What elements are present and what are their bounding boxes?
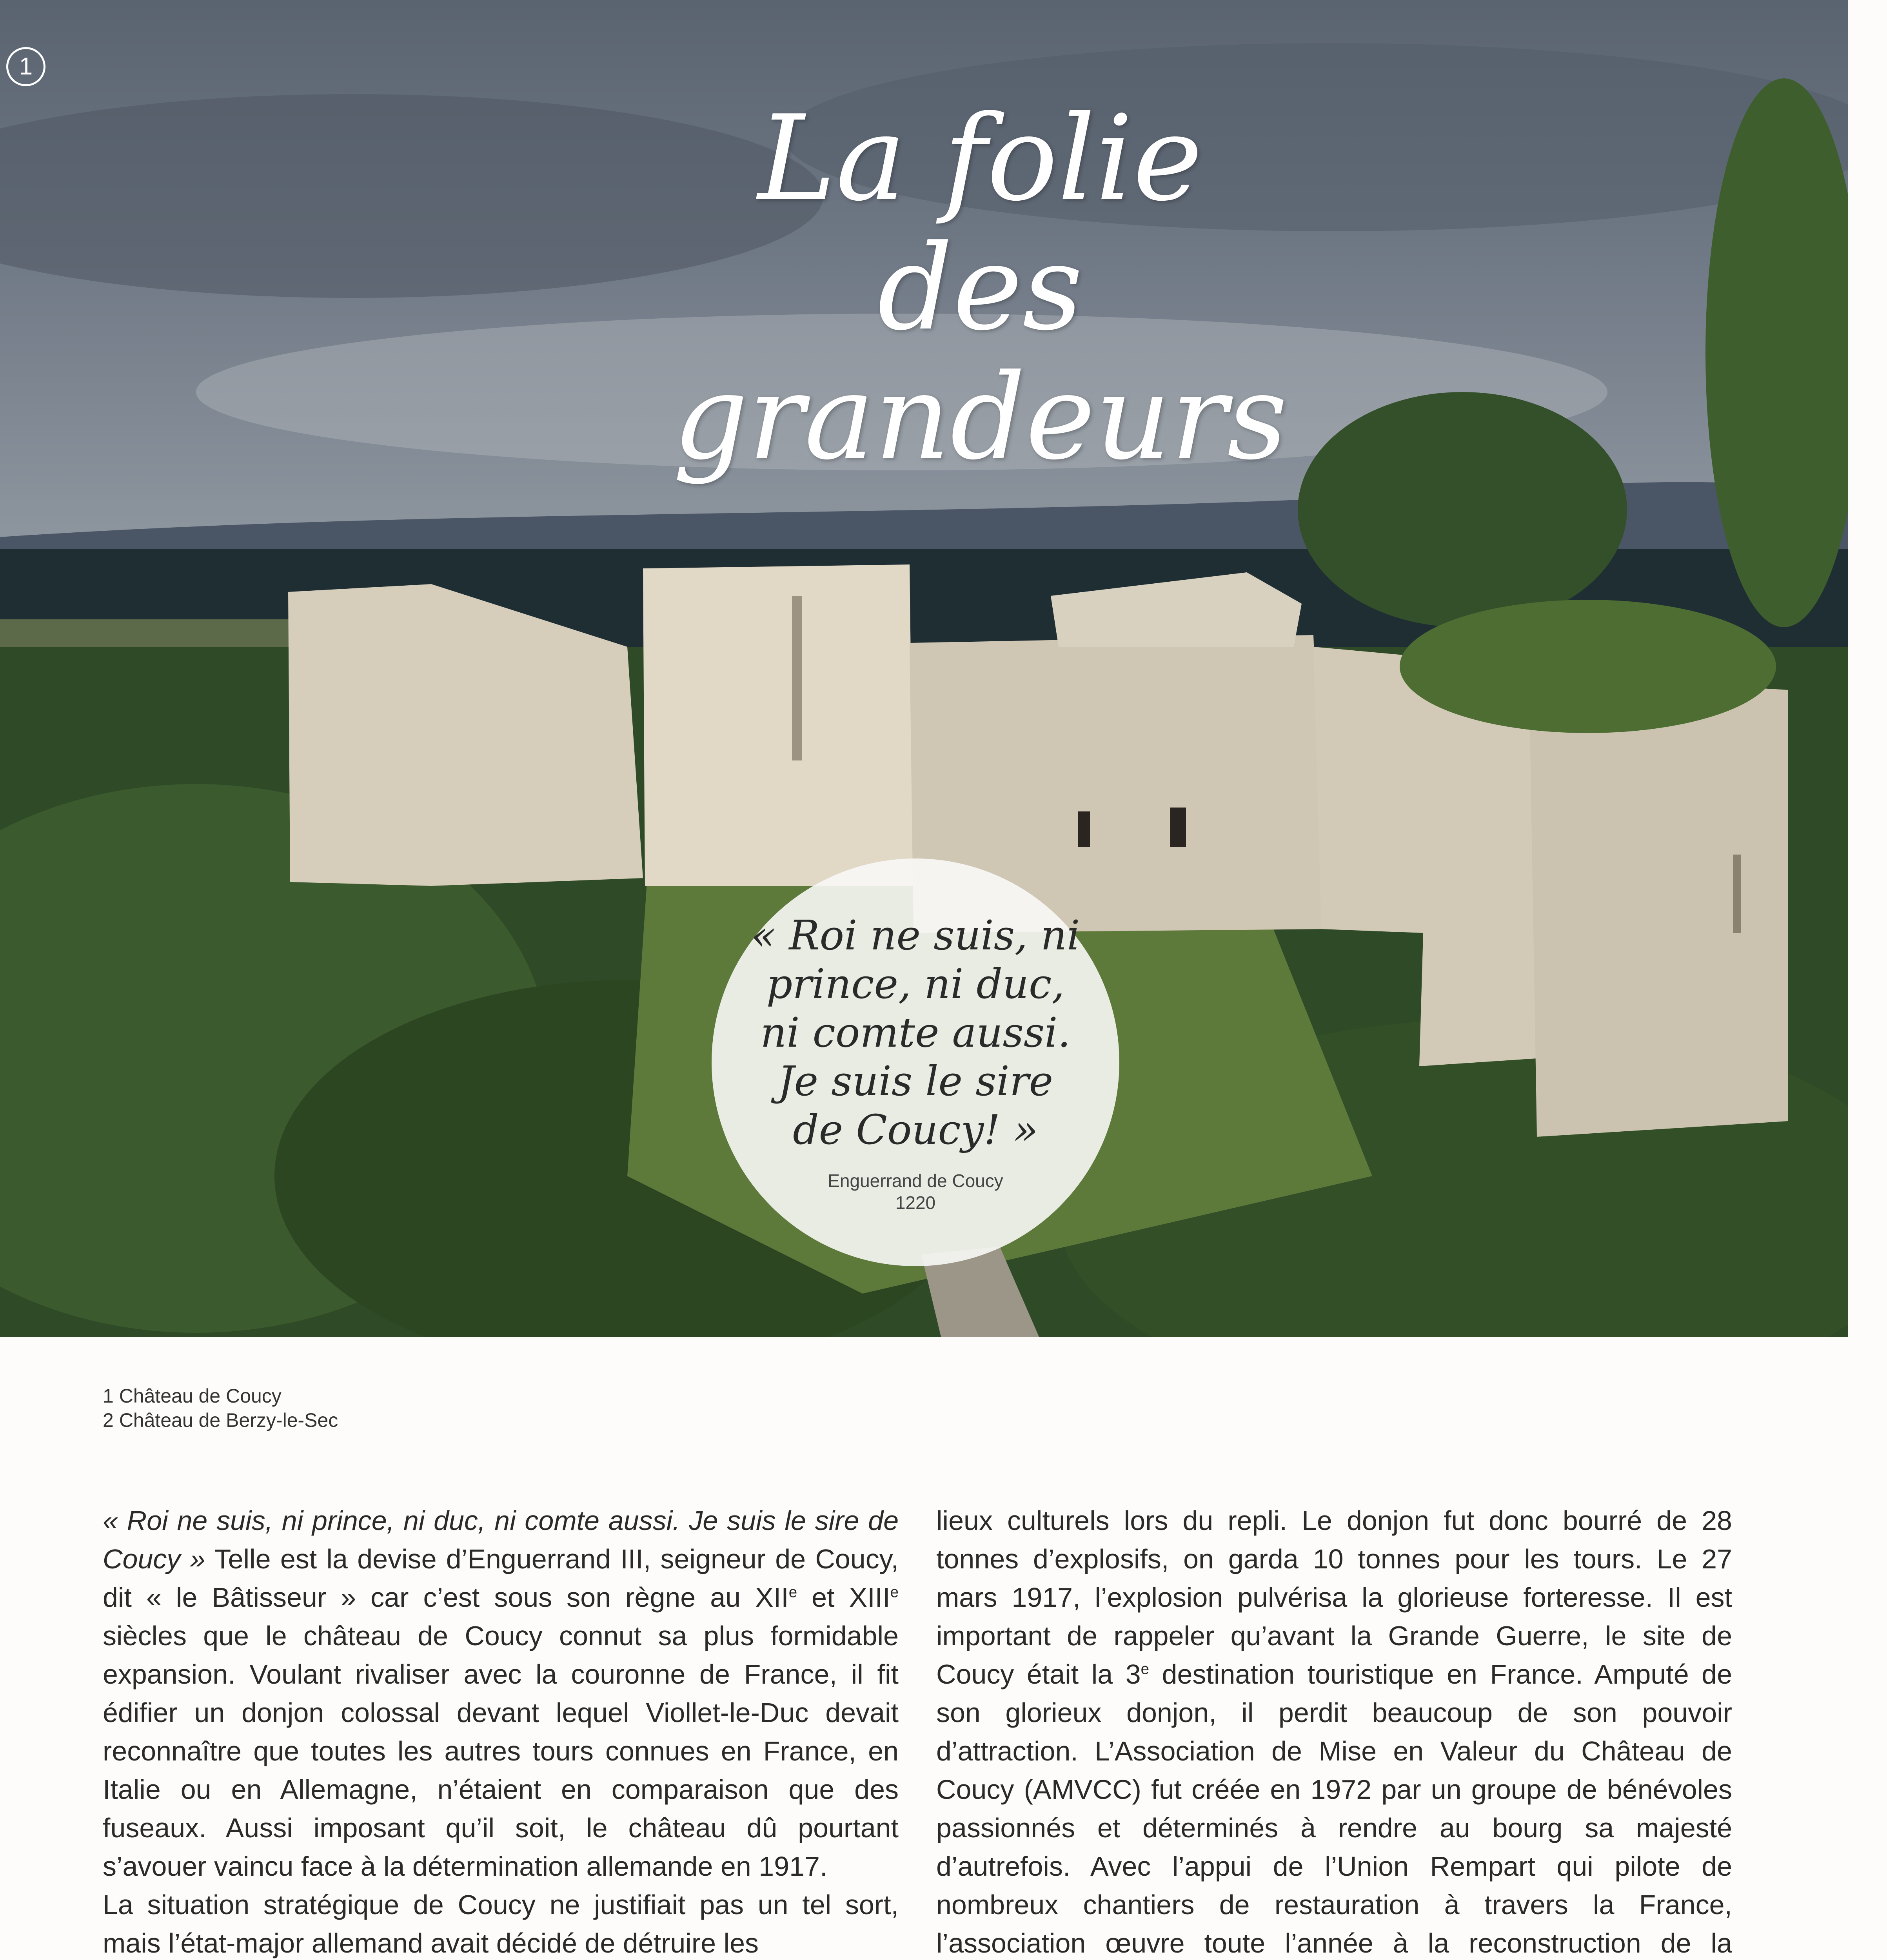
superscript-e: e [890,1584,899,1601]
superscript-e: e [1141,1661,1150,1678]
paragraph-3-text-a: lieux culturels lors du repli. Le donjon fut donc bourré de 28 tonnes d’explosifs, on garda 10 tonnes pour les tours. Le 27 mars 1917, l’explosion pulvérisa la glorieuse forteresse. Il est important de rappeler qu’avant la Grande Guerre, le site de Coucy était la 3 [936,1505,1732,1690]
motto-quote: « Roi ne suis, ni prince, ni duc, ni comte aussi. Je suis le sire de Coucy » [103,1505,899,1574]
paragraph-3-text-b: destination touristique en France. Amputé de son glorieux donjon, il perdit beaucoup de son pouvoir d’attraction. L’Association de Mise en Valeur du Château de Coucy (AMVCC) fut créée en 1972 par un groupe de bénévoles passionnés et déterminés à rendre au bourg sa majesté d’autrefois. Avec l’appui de l’Union Rempart qui pilote de nombreux chantiers de restauration à travers la France, l’association œuvre toute l’année à la reconstruction de la [936,1659,1733,1958]
caption-2: 2 Château de Berzy-le-Sec [103,1409,338,1431]
page-title [588,90,1372,486]
paragraph-3 [936,1501,1732,1960]
quote-author: Enguerrand de Coucy [828,1171,1003,1191]
photo-captions [103,1384,338,1432]
superscript-e: e [788,1584,797,1601]
paragraph-1-text-c: siècles que le château de Coucy connut sa plus formidable expansion. Voulant rivaliser avec la couronne de France, il fit édifier un donjon colossal devant lequel Viollet-le-Duc devait reconnaître que toutes les autres tours connues en France, en Italie ou en Allemagne, n’étaient en comparaison que des fuseaux. Aussi imposant qu’il soit, le château dû pourtant s’avouer vaincu face à la détermination allemande en 1917. [103,1621,899,1882]
article-column-right [936,1501,1732,1960]
paragraph-2: La situation stratégique de Coucy ne justifiait pas un tel sort, mais l’état-major allemand avait décidé de détruire les [103,1889,899,1958]
page-number-badge: 1 [6,47,45,86]
paragraph-1 [103,1501,899,1886]
title-line-1: La folie [757,90,1203,227]
quote-text: « Roi ne suis, ni prince, ni duc, ni comte aussi. Je suis le sire de Coucy! » [751,911,1080,1154]
quote-attribution [828,1170,1003,1214]
quote-year: 1220 [895,1192,936,1213]
title-line-2: des grandeurs [673,220,1288,486]
caption-1: 1 Château de Coucy [103,1385,282,1407]
paragraph-1-text-b: et XIII [797,1582,890,1613]
quote-circle [712,858,1119,1266]
article-column-left [103,1501,899,1960]
paragraph-1-text-a: Telle est la devise d’Enguerrand III, seigneur de Coucy, dit « le Bâtisseur » car c’est sous son règne au XII [103,1544,899,1613]
